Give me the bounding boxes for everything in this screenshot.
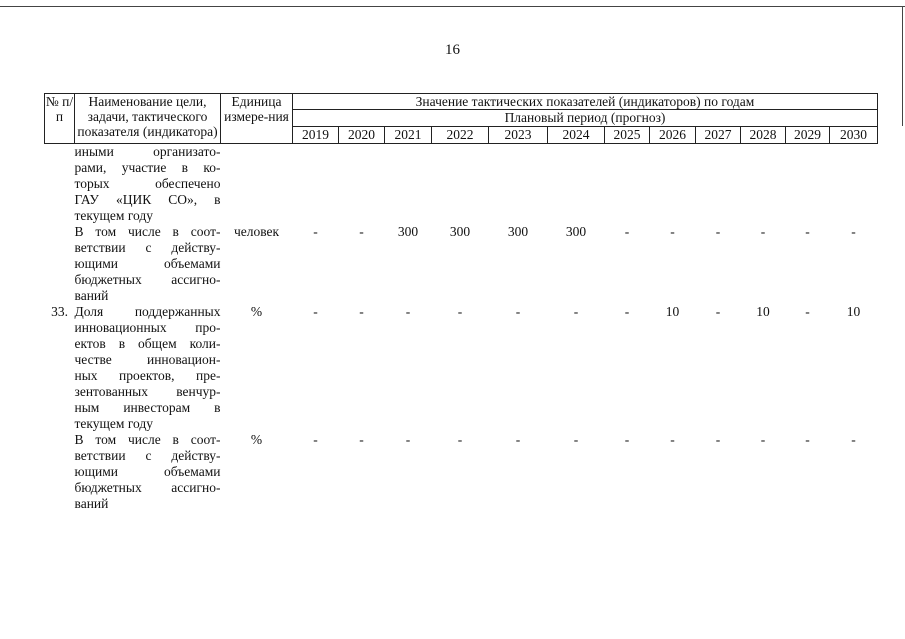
row-name-line: ющими объемами	[74, 256, 221, 271]
header-year: 2021	[385, 127, 432, 144]
row-name-line: зентованных венчур-	[74, 384, 221, 399]
row-number	[45, 224, 75, 304]
header-year: 2019	[293, 127, 339, 144]
header-year: 2028	[741, 127, 786, 144]
row-name-line: рами, участие в ко-	[74, 160, 221, 175]
header-period: Плановый период (прогноз)	[293, 110, 878, 127]
row-value: -	[715, 224, 721, 239]
row-value: 10	[665, 304, 680, 319]
row-value	[650, 144, 696, 225]
row-name-line: ветствии с действу-	[74, 240, 221, 255]
row-name-line: честве инновацион-	[74, 352, 221, 367]
row-name-line: ГАУ «ЦИК СО», в	[74, 192, 221, 207]
table-row	[45, 304, 878, 432]
row-value: -	[359, 432, 364, 447]
header-year: 2026	[650, 127, 696, 144]
row-number: 33.	[51, 304, 68, 319]
row-name	[75, 432, 221, 512]
row-value: -	[515, 432, 521, 447]
row-value: -	[805, 432, 810, 447]
row-value: 10	[846, 304, 861, 319]
row-name-line: ваний	[74, 496, 109, 511]
row-name-line: В том числе в соот-	[74, 432, 221, 447]
row-value: -	[573, 304, 579, 319]
row-name-line: иными организато-	[74, 144, 221, 159]
row-name	[75, 304, 221, 432]
row-name-line: ных проектов, пре-	[74, 368, 221, 383]
header-values: Значение тактических показателей (индикаторов) по годам	[293, 94, 878, 110]
row-name	[75, 144, 221, 225]
table-row	[45, 224, 878, 304]
header-year: 2023	[489, 127, 548, 144]
top-border-line	[0, 6, 905, 7]
row-value: -	[760, 432, 766, 447]
header-year: 2027	[696, 127, 741, 144]
row-value	[339, 144, 385, 225]
row-value: -	[624, 304, 630, 319]
row-unit: %	[250, 304, 263, 319]
row-value: -	[760, 224, 766, 239]
row-value: 300	[397, 224, 419, 239]
row-unit: человек	[233, 224, 280, 239]
row-value: -	[457, 432, 463, 447]
row-value: -	[851, 432, 856, 447]
row-name-line: ваний	[74, 288, 109, 303]
row-value: -	[573, 432, 579, 447]
page-number: 16	[445, 42, 460, 58]
row-number	[45, 432, 75, 512]
row-value: -	[313, 224, 318, 239]
row-value: -	[805, 224, 810, 239]
header-name: Наименование цели, задачи, тактического показателя (индикатора)	[75, 94, 221, 144]
row-name-line: ветствии с действу-	[74, 448, 221, 463]
row-name-line: ющими объемами	[74, 464, 221, 479]
row-value: -	[405, 304, 411, 319]
header-year: 2024	[548, 127, 605, 144]
row-value: -	[715, 432, 721, 447]
row-value: -	[805, 304, 810, 319]
row-value: -	[624, 432, 630, 447]
indicators-table	[44, 93, 878, 512]
row-value	[548, 144, 605, 225]
row-value: -	[624, 224, 630, 239]
row-value	[293, 144, 339, 225]
row-value	[741, 144, 786, 225]
row-value: -	[670, 224, 675, 239]
table-row	[45, 144, 878, 225]
row-value: 10	[756, 304, 770, 319]
right-border-line	[902, 6, 903, 126]
row-value	[489, 144, 548, 225]
row-value: 300	[565, 224, 587, 239]
row-name	[75, 224, 221, 304]
row-name-line: текущем году	[74, 416, 153, 431]
row-value	[385, 144, 432, 225]
row-value: -	[851, 224, 856, 239]
row-value	[432, 144, 489, 225]
row-name-line: ным инвесторам в	[74, 400, 221, 415]
row-value: 300	[507, 224, 529, 239]
row-name-line: ектов в общем коли-	[74, 336, 221, 351]
row-name-line: инновационных про-	[74, 320, 221, 335]
row-name-line: текущем году	[74, 208, 153, 223]
row-value: -	[715, 304, 721, 319]
row-name-line: Доля поддержанных	[74, 304, 221, 319]
header-year: 2020	[339, 127, 385, 144]
row-value: -	[359, 224, 364, 239]
row-value: -	[457, 304, 463, 319]
header-year: 2022	[432, 127, 489, 144]
row-value	[605, 144, 650, 225]
row-name-line: бюджетных ассигно-	[74, 480, 221, 495]
row-value	[830, 144, 878, 225]
row-unit: %	[250, 432, 263, 447]
row-value: -	[515, 304, 521, 319]
row-value	[786, 144, 830, 225]
row-value: -	[359, 304, 364, 319]
row-value: -	[405, 432, 411, 447]
header-year: 2030	[830, 127, 878, 144]
row-value: -	[313, 432, 318, 447]
row-value: 300	[449, 224, 471, 239]
header-unit: Единица измере-ния	[221, 94, 293, 144]
row-number	[45, 144, 75, 225]
table-row	[45, 432, 878, 512]
row-value: -	[313, 304, 318, 319]
row-value: -	[670, 432, 675, 447]
header-num: № п/п	[45, 94, 75, 144]
header-year: 2025	[605, 127, 650, 144]
row-unit	[221, 144, 293, 225]
row-name-line: В том числе в соот-	[74, 224, 221, 239]
header-year: 2029	[786, 127, 830, 144]
row-name-line: бюджетных ассигно-	[74, 272, 221, 287]
row-name-line: торых обеспечено	[74, 176, 221, 191]
row-value	[696, 144, 741, 225]
